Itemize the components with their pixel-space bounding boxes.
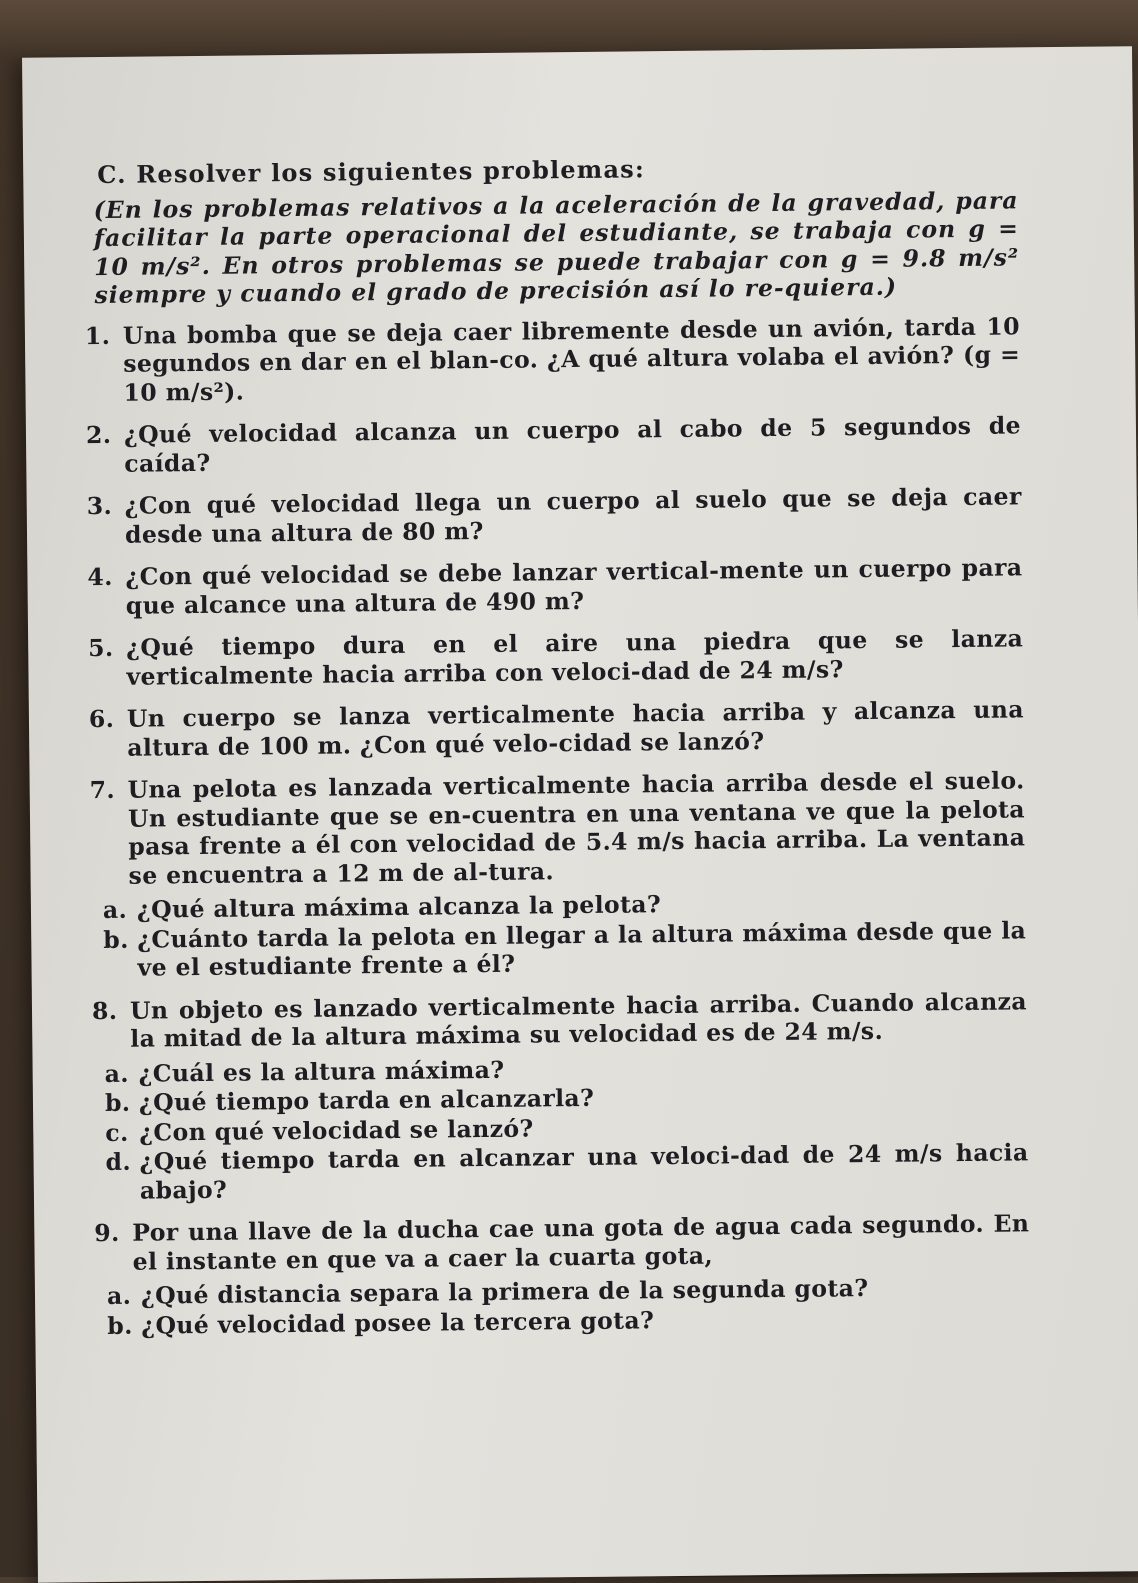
problem-number: 8.: [91, 996, 118, 1025]
subquestion-text: ¿Cuál es la altura máxima?: [138, 1055, 505, 1088]
document-content: [83, 151, 1030, 1354]
problem-text: Una pelota es lanzada verticalmente hacia arriba desde el suelo. Un estudiante que se en-cuentra en una ventana ve que la pelota pasa frente a él con velocidad de 5.4 m/s hacia arriba. La ventana se encuentra a 12 m de al-tura.: [127, 766, 1026, 890]
problem-statement: [90, 766, 1026, 890]
subquestion-list: [93, 1050, 1029, 1205]
subquestion-text: ¿Con qué velocidad se lanzó?: [139, 1114, 534, 1147]
problem-text: ¿Qué tiempo dura en el aire una piedra que se lanza verticalmente hacia arriba con veloci-dad de 24 m/s?: [126, 624, 1024, 691]
problem-statement: [89, 695, 1025, 762]
subquestion-text: ¿Qué distancia separa la primera de la segunda gota?: [140, 1274, 869, 1310]
problem-statement: [88, 624, 1024, 691]
problem-text: Una bomba que se deja caer libremente desde un avión, tarda 10 segundos en dar en el blan-co. ¿A qué altura volaba el avión? (g = 10 m/s²).: [122, 311, 1021, 407]
paper-sheet: [22, 46, 1138, 1583]
problem-statement: [85, 312, 1021, 407]
problem-statement: [92, 987, 1028, 1054]
intro-note: (En los problemas relativos a la aceleración de la gravedad, para facilitar la parte operacional del estudiante, se trabaja con g = 10 m/s². En otros problemas se puede trabajar con g = 9.8 m/s² siempre y cuando el grado de precisión así lo re-quiera.): [93, 185, 1020, 310]
problem-item: [88, 624, 1024, 691]
subquestion-text: ¿Qué tiempo tarda en alcanzar una veloci-dad de 24 m/s hacia abajo?: [139, 1138, 1029, 1205]
problem-text: ¿Con qué velocidad se debe lanzar vertical-mente un cuerpo para que alcance una altura de 490 m?: [125, 553, 1023, 620]
problem-text: Un cuerpo se lanza verticalmente hacia arriba y alcanza una altura de 100 m. ¿Con qué velo-cidad se lanzó?: [126, 695, 1025, 762]
problem-statement: [87, 553, 1023, 620]
problem-statement: [86, 411, 1022, 478]
problem-statement: [87, 482, 1023, 549]
problem-text: ¿Con qué velocidad llega un cuerpo al suelo que se deja caer desde una altura de 80 m?: [124, 482, 1022, 549]
problem-item: [94, 1209, 1030, 1340]
subquestion: [103, 916, 1027, 983]
problem-item: [86, 411, 1022, 478]
problem-text: Por una llave de la ducha cae una gota de agua cada segundo. En el instante en que va a caer la cuarta gota,: [132, 1209, 1030, 1276]
subquestion-letter: a.: [104, 1059, 130, 1088]
subquestion-text: ¿Qué velocidad posee la tercera gota?: [141, 1305, 655, 1340]
problem-item: [85, 312, 1021, 407]
problem-number: 5.: [88, 633, 114, 663]
subquestion-text: ¿Qué altura máxima alcanza la pelota?: [136, 890, 662, 924]
problem-statement: [94, 1209, 1030, 1276]
problem-item: [90, 766, 1027, 982]
subquestion-letter: a.: [102, 895, 128, 925]
problem-text: Un objeto es lanzado verticalmente hacia arriba. Cuando alcanza la mitad de la altura máxima su velocidad es de 24 m/s.: [129, 986, 1028, 1053]
section-heading: C. Resolver los siguientes problemas:: [97, 154, 646, 190]
subquestion-letter: a.: [106, 1281, 132, 1310]
subquestion-text: ¿Cuánto tarda la pelota en llegar a la altura máxima desde que la ve el estudiante frente a él?: [137, 915, 1027, 982]
problem-number: 1.: [84, 321, 111, 350]
problem-number: 7.: [89, 775, 116, 805]
subquestion-text: ¿Qué tiempo tarda en alcanzarla?: [138, 1083, 595, 1117]
problem-item: [87, 482, 1023, 549]
problem-number: 6.: [88, 704, 115, 734]
problem-number: 9.: [94, 1218, 120, 1248]
subquestion-letter: b.: [107, 1311, 133, 1340]
subquestion: [105, 1138, 1029, 1205]
problem-number: 3.: [86, 491, 113, 521]
problem-item: [87, 553, 1023, 620]
subquestion-list: [91, 886, 1027, 982]
problem-text: ¿Qué velocidad alcanza un cuerpo al cabo de 5 segundos de caída?: [123, 411, 1022, 478]
subquestion-letter: b.: [103, 925, 129, 954]
problem-number: 4.: [87, 562, 113, 592]
subquestion-letter: b.: [104, 1088, 131, 1117]
problem-list: [85, 312, 1031, 1340]
subquestion-list: [95, 1272, 1031, 1340]
problem-number: 2.: [85, 420, 112, 450]
subquestion-letter: d.: [105, 1147, 132, 1176]
problem-item: [92, 987, 1029, 1205]
problem-item: [89, 695, 1025, 762]
subquestion-letter: c.: [105, 1118, 129, 1147]
